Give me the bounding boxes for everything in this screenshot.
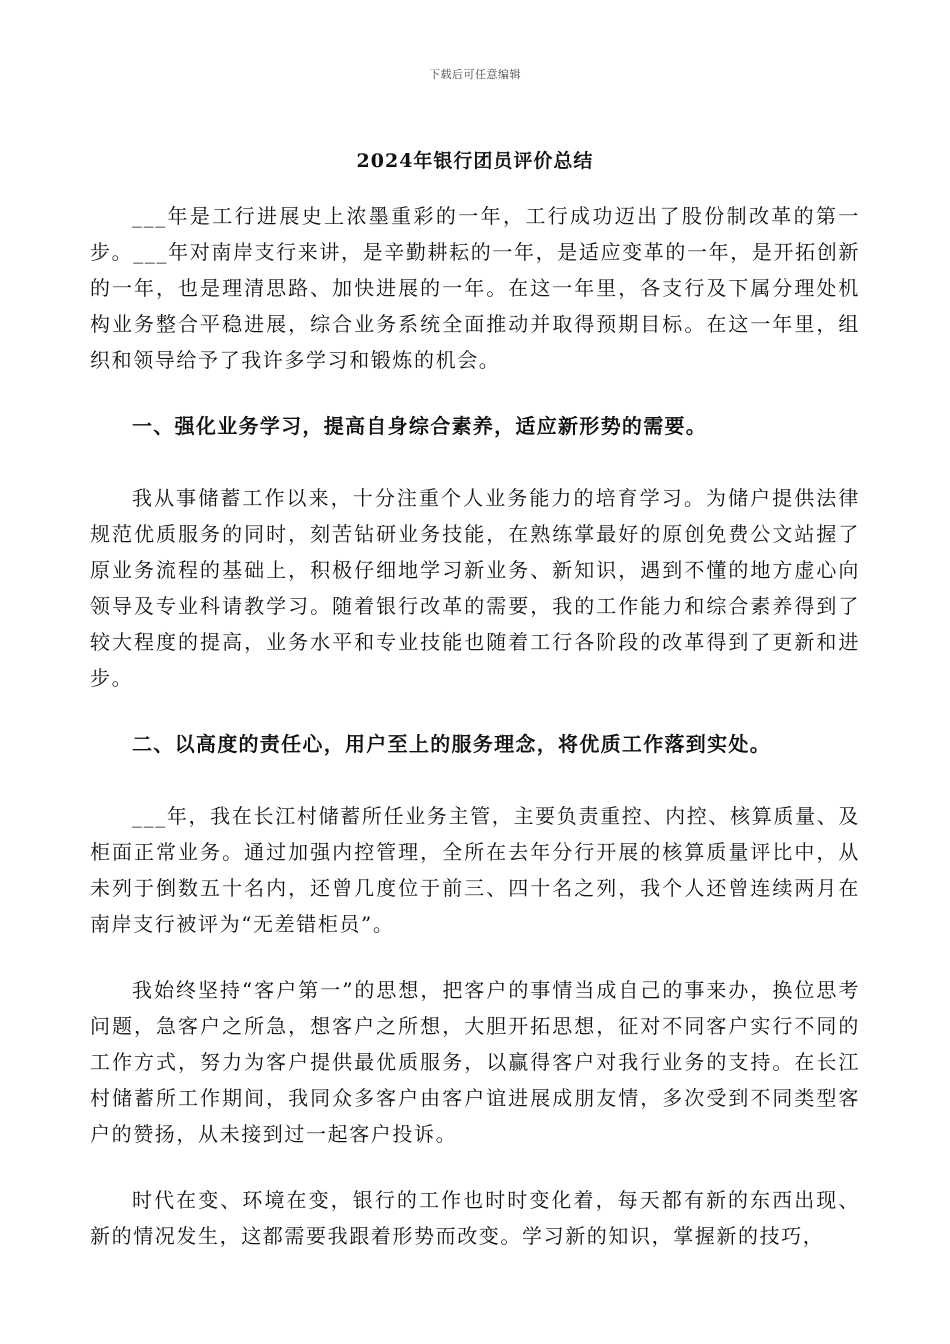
section-2-paragraph-2: 我始终坚持“客户第一”的思想，把客户的事情当成自己的事来办，换位思考问题，急客户之所急，想客户之所想，大胆开拓思想，征对不同客户实行不同的工作方式，努力为客户提供最优质服务，以赢得客户对我行业务的支持。在长江村储蓄所工作期间，我同众多客户由客户谊进展成朋友情，多次受到不同类型客户的赞扬，从未接到过一起客户投诉。 [90,978,860,1146]
section-2-paragraph-3: 时代在变、环境在变，银行的工作也时时变化着，每天都有新的东西出现、新的情况发生，这都需要我跟着形势而改变。学习新的知识，掌握新的技巧， [90,1188,860,1248]
section-2-paragraph-1: ___年，我在长江村储蓄所任业务主管，主要负责重控、内控、核算质量、及柜面正常业务。通过加强内控管理，全所在去年分行开展的核算质量评比中，从未列于倒数五十名内，还曾几度位于前三、四十名之列，我个人还曾连续两月在南岸支行被评为“无差错柜员”。 [90,804,860,936]
document-body [90,198,860,1254]
section-1-paragraph: 我从事储蓄工作以来，十分注重个人业务能力的培育学习。为储户提供法律规范优质服务的同时，刻苦钻研业务技能，在熟练掌最好的原创免费公文站握了原业务流程的基础上，积极仔细地学习新业务、新知识，遇到不懂的地方虚心向领导及专业科请教学习。随着银行改革的需要，我的工作能力和综合素养得到了较大程度的提高，业务水平和专业技能也随着工行各阶段的改革得到了更新和进步。 [90,486,860,690]
section-heading-1: 一、强化业务学习，提高自身综合素养，适应新形势的需要。 [132,414,708,438]
header-note: 下载后可任意编辑 [429,68,521,81]
document-title: 2024年银行团员评价总结 [356,150,594,172]
section-heading-2: 二、以高度的责任心，用户至上的服务理念，将优质工作落到实处。 [132,732,771,756]
intro-paragraph: ___年是工行进展史上浓墨重彩的一年，工行成功迈出了股份制改革的第一步。___年对南岸支行来讲，是辛勤耕耘的一年，是适应变革的一年，是开拓创新的一年，也是理清思路、加快进展的一年。在这一年里，各支行及下属分理处机构业务整合平稳进展，综合业务系统全面推动并取得预期目标。在这一年里，组织和领导给予了我许多学习和锻炼的机会。 [90,204,860,372]
